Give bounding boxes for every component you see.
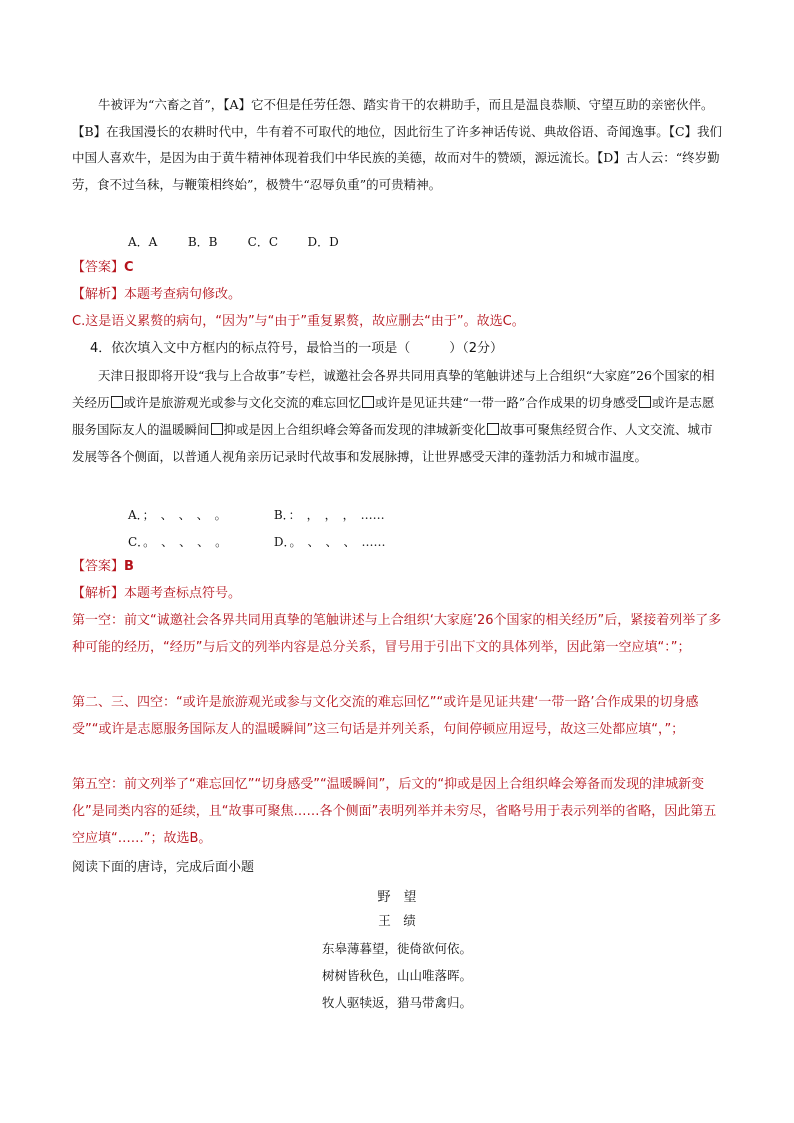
q3-options: [128, 233, 363, 250]
q3-analysis-heading: [72, 285, 241, 305]
q4-passage-part-1: 天津日报即将开设“我与上合故事”专栏，诚邀社会各界共同用真挚的笔触讲述与上合组织“大家庭”26个国家的相关经历: [72, 368, 715, 410]
q4-passage-part-5: 抑或是因上合组织峰会筹备而发现的津城新变化: [223, 422, 487, 437]
q4-options-row-2: [128, 533, 385, 550]
q4-analysis-blank-5: 第五空：前文列举了“难忘回忆”“切身感受”“温暖瞬间”，后文的“抑或是因上合组织峰会筹备而发现的津城新变化”是同类内容的延续，且“故事可聚焦……各个侧面”表明列举并未穷尽，省略号用于表示列举的省略，因此第五空应填“……”；故选B。: [72, 777, 717, 846]
analysis-label: 【解析】: [72, 586, 125, 601]
q3-option-d[interactable]: D．D: [307, 235, 339, 249]
q3-option-c[interactable]: C．C: [247, 235, 279, 249]
q4-passage-part-3: 或许是见证共建“一带一路”合作成果的切身感受: [375, 395, 638, 410]
answer-label: 【答案】: [72, 260, 125, 275]
q4-passage-part-6: 故事可聚焦经贸合作、人文交流、城市发展等各个侧面，以普通人视角亲历记录时代故事和发展脉搏，让世界感受天津的蓬勃活力和城市温度。: [72, 422, 713, 464]
q4-analysis-blank-1: 第一空：前文“诚邀社会各界共同用真挚的笔触讲述与上合组织‘大家庭’26个国家的相关经历”后，紧接着列举了多种可能的经历，“经历”与后文的列举内容是总分关系，冒号用于引出下文的具体列举，因此第一空应填“：”；: [72, 613, 722, 655]
poem-author: 王 绩: [378, 913, 416, 928]
answer-value: C: [124, 260, 134, 275]
q4-analysis-heading: [72, 584, 241, 604]
poem-title: 野 望: [377, 890, 417, 905]
blank-box-1: [111, 396, 123, 408]
q3-passage: 牛被评为“六畜之首”，【A】它不但是任劳任怨、踏实肯干的农耕助手，而且是温良恭顺、守望互助的亲密伙伴。【B】在我国漫长的农耕时代中，牛有着不可取代的地位，因此衍生了许多神话传说、典故俗语、奇闻逸事。【C】我们中国人喜欢牛，是因为由于黄牛精神体现着我们中华民族的美德，故而对牛的赞颂，源远流长。【D】古人云：“终岁勤劳，食不过刍秣，与鞭策相终始”，极赞牛“忍辱负重”的可贵精神。: [72, 97, 723, 192]
poem-line-3: 牧人驱犊返，猎马带禽归。: [321, 995, 472, 1010]
q4-option-d[interactable]: D．。 、 、 、 ……: [273, 535, 386, 549]
q4-option-c[interactable]: C．。 、 、 、 。: [128, 535, 228, 549]
q4-analysis-blanks-2-4: 第二、三、四空：“或许是旅游观光或参与文化交流的难忘回忆”“或许是见证共建‘一带一路’合作成果的切身感受”“或许是志愿服务国际友人的温暖瞬间”这三句话是并列关系，句间停顿应用逗号，故这三处都应填“，”；: [72, 695, 699, 737]
q3-answer: [72, 258, 134, 278]
analysis-intro: 本题考查标点符号。: [124, 586, 242, 601]
q4-option-a[interactable]: A．； 、 、 、 。: [128, 508, 227, 522]
blank-box-2: [362, 396, 374, 408]
poem-line-2: 树树皆秋色，山山唯落晖。: [321, 968, 472, 983]
q4-option-b[interactable]: B．： ， ， ， ……: [273, 508, 385, 522]
reading-intro: 阅读下面的唐诗，完成后面小题: [72, 860, 255, 875]
q4-stem: 4．依次填入文中方框内的标点符号，最恰当的一项是（ ）（2分）: [90, 341, 504, 356]
q4-answer: [72, 557, 134, 577]
blank-box-5: [487, 423, 499, 435]
poem-line-1: 东皋薄暮望，徙倚欲何依。: [321, 941, 472, 956]
analysis-label: 【解析】: [72, 287, 125, 302]
q3-analysis-text: C.这是语义累赘的病句，“因为”与“由于”重复累赘，故应删去“由于”。故选C。: [72, 314, 525, 329]
blank-box-4: [211, 423, 223, 435]
q4-passage-part-4: 或许是志愿服务国际友人的温暖瞬间: [72, 395, 715, 437]
q3-option-a[interactable]: A．A: [128, 235, 158, 249]
answer-value: B: [124, 559, 134, 574]
analysis-intro: 本题考查病句修改。: [124, 287, 242, 302]
q3-option-b[interactable]: B．B: [187, 235, 218, 249]
q4-passage: [72, 362, 724, 470]
q4-passage-part-2: 或许是旅游观光或参与文化交流的难忘回忆: [123, 395, 362, 410]
blank-box-3: [639, 396, 651, 408]
answer-label: 【答案】: [72, 559, 125, 574]
q4-options-row-1: [128, 506, 385, 523]
